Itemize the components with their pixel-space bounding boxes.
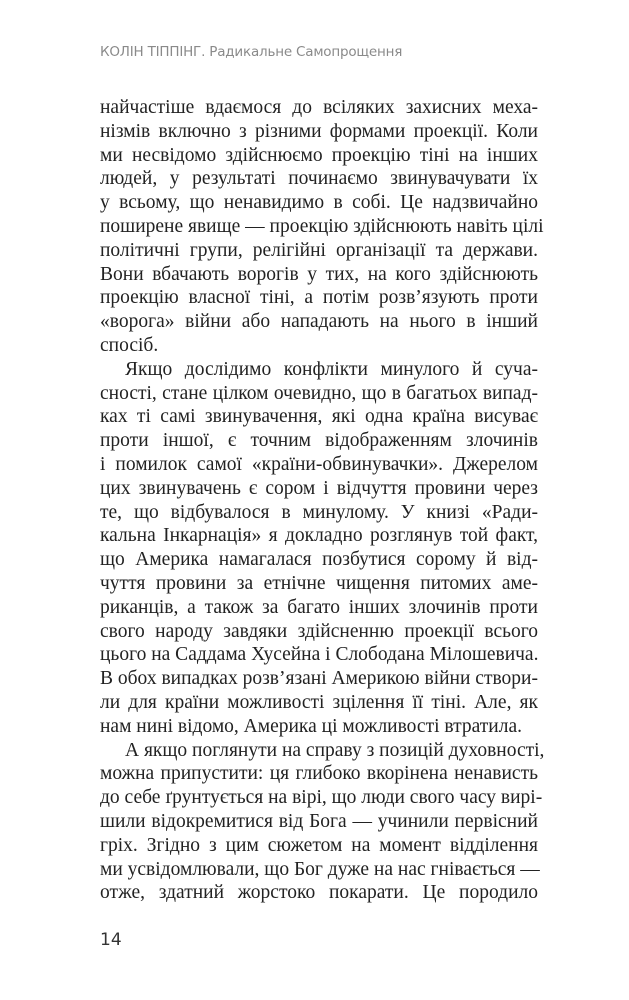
running-header: КОЛІН ТІППІНГ. Радикальне Самопрощення [100, 44, 403, 60]
text-line: проекцію власної тіні, а потім розв’язують проти [100, 287, 538, 309]
text-line: свого народу завдяки здійсненню проекції всього [100, 620, 538, 642]
text-line: В обох випадках розв’язані Америкою війни створи- [100, 668, 538, 690]
text-line: сності, стане цілком очевидно, що в багатьох випад- [100, 382, 538, 404]
text-line: чуття провини за етнічне чищення питомих аме- [100, 572, 538, 594]
text-line: шили відокремитися від Бога — учинили первісний [100, 810, 538, 832]
text-line: ми усвідомлювали, що Бог дуже на нас гнівається — [100, 858, 540, 880]
text-line: Вони вбачають ворогів у тих, на кого здійснюють [100, 263, 538, 285]
text-line: ках ті самі звинувачення, які одна країна висуває [100, 406, 538, 428]
text-line: А якщо поглянути на справу з позицій духовності, [125, 739, 545, 761]
text-line: гріх. Згідно з цим сюжетом на момент відділення [100, 834, 538, 856]
paragraph [100, 358, 538, 739]
body-text [100, 96, 545, 905]
text-line: те, що відбувалося в минулому. У книзі «Ради- [100, 501, 538, 523]
text-line: ми несвідомо здійснюємо проекцію тіні на інших [100, 144, 538, 166]
text-line: можна припустити: ця глибоко вкорінена ненависть [100, 763, 538, 785]
paragraph [100, 96, 544, 358]
text-line: найчастіше вдаємося до всіляких захисних меха- [100, 97, 538, 118]
text-line: нізмів включно з різними формами проекції. Коли [100, 120, 538, 142]
text-line: що Америка намагалася позбутися сорому й від- [100, 549, 538, 571]
paragraph [100, 739, 545, 906]
text-line: людей, у результаті починаємо звинувачувати їх [100, 168, 538, 190]
text-line: «ворога» війни або нападають на нього в інший [100, 311, 538, 333]
text-line: у всьому, що ненавидимо в собі. Це надзвичайно [100, 192, 538, 214]
text-line: отже, здатний жорстоко покарати. Це породило [100, 882, 538, 904]
text-line: спосіб. [100, 334, 159, 356]
text-line: Якщо дослідимо конфлікти минулого й суча- [125, 358, 538, 380]
text-line: до себе ґрунтується на вірі, що люди свого часу вирі- [100, 787, 543, 809]
text-line: цього на Саддама Хусейна і Слободана Мілошевича. [100, 644, 539, 666]
text-line: нам нині відомо, Америка ці можливості втратила. [100, 715, 522, 737]
text-line: поширене явище — проекцію здійснюють навіть цілі [100, 215, 544, 237]
text-line: проти іншої, є точним відображенням злочинів [100, 430, 538, 452]
text-line: кальна Інкарнація» я докладно розглянув той факт, [100, 525, 538, 547]
text-line: політичні групи, релігійні організації та держави. [100, 239, 538, 261]
page-number: 14 [100, 930, 122, 950]
text-line: ли для країни можливості зцілення її тіні. Але, як [100, 691, 538, 713]
text-line: риканців, а також за багато інших злочинів проти [100, 596, 538, 618]
text-line: і помилок самої «країни-обвинувачки». Джерелом [100, 453, 538, 475]
text-line: цих звинувачень є сором і відчуття провини через [100, 477, 538, 499]
